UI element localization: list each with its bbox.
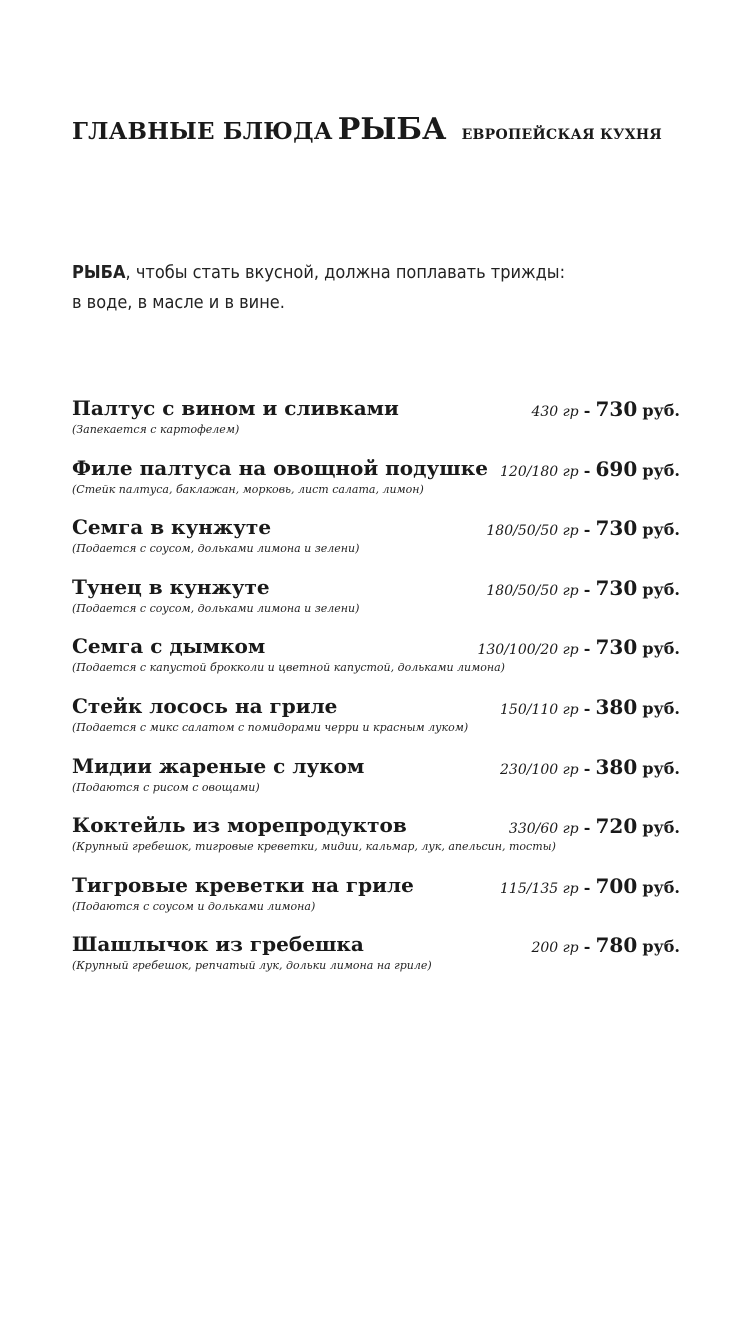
- menu-item-name: Тунец в кунжуте: [72, 574, 270, 599]
- menu-item-name: Семга с дымком: [72, 634, 266, 659]
- intro-line-2: в воде, в масле и в вине.: [72, 292, 285, 313]
- menu-item-price-line: [500, 874, 680, 898]
- price-separator: -: [583, 877, 591, 897]
- menu-item: [72, 752, 680, 812]
- menu-item-price: 730: [595, 635, 638, 660]
- menu-item-name: Палтус с вином и сливками: [72, 396, 399, 420]
- menu-item-description: (Подается с соусом, дольками лимона и зелени): [72, 542, 360, 556]
- menu-item: [72, 632, 680, 692]
- menu-item-currency: руб.: [642, 937, 680, 957]
- price-separator: -: [583, 460, 591, 480]
- intro-line-1-rest: , чтобы стать вкусной, должна поплавать трижды:: [125, 262, 566, 283]
- menu-item-price-line: [477, 635, 680, 659]
- menu-item-weight: 150/110 гр: [500, 701, 579, 718]
- menu-item-weight: 330/60 гр: [508, 821, 579, 838]
- menu-item-price-line: [500, 457, 680, 481]
- menu-item-description: (Крупный гребешок, тигровые креветки, мидии, кальмар, лук, апельсин, тосты): [72, 840, 556, 854]
- menu-item: [72, 394, 680, 454]
- price-separator: -: [583, 639, 591, 659]
- menu-item-price: 730: [595, 516, 638, 541]
- menu-item: [72, 871, 680, 931]
- menu-item: [72, 573, 680, 633]
- menu-item: [72, 454, 680, 514]
- menu-item-weight: 230/100 гр: [500, 761, 579, 778]
- menu-item-price: 380: [595, 754, 638, 779]
- menu-item: [72, 513, 680, 573]
- title-main-dishes: ГЛАВНЫЕ БЛЮДА: [72, 118, 333, 145]
- menu-item-name: Тигровые креветки на гриле: [72, 872, 414, 897]
- menu-item-weight: 130/100/20 гр: [477, 642, 579, 659]
- page-title: [72, 112, 662, 147]
- price-separator: -: [583, 520, 591, 540]
- menu-item-currency: руб.: [642, 520, 680, 540]
- menu-item-description: (Крупный гребешок, репчатый лук, дольки лимона на гриле): [72, 959, 432, 973]
- menu-item-currency: руб.: [642, 698, 680, 718]
- menu-item-description: (Запекается с картофелем): [72, 423, 240, 436]
- menu-item-currency: руб.: [642, 639, 680, 659]
- menu-item-name: Шашлычок из гребешка: [72, 932, 364, 957]
- intro-line-1: [72, 258, 565, 288]
- menu-item-price: 700: [595, 873, 638, 898]
- menu-item-description: (Подается с капустой брокколи и цветной капустой, дольками лимона): [72, 661, 505, 675]
- menu-item-weight: 200 гр: [531, 940, 579, 957]
- menu-item-price: 380: [595, 694, 638, 719]
- title-fish: РЫБА: [337, 112, 447, 147]
- menu-item-price: 730: [595, 575, 638, 600]
- menu-item-price-line: [531, 397, 680, 421]
- menu-item-price-line: [531, 933, 680, 957]
- menu-item-currency: руб.: [642, 460, 680, 480]
- menu-item-description: (Подаются с соусом и дольками лимона): [72, 899, 316, 913]
- menu-item-weight: 180/50/50 гр: [486, 523, 579, 540]
- menu-item-weight: 180/50/50 гр: [486, 582, 579, 599]
- menu-item-price: 720: [595, 814, 638, 839]
- menu-item-currency: руб.: [642, 758, 680, 778]
- menu-item: [72, 811, 680, 871]
- menu-item-currency: руб.: [642, 877, 680, 897]
- price-separator: -: [583, 579, 591, 599]
- intro-quote: [72, 258, 565, 318]
- menu-item-name: Коктейль из морепродуктов: [72, 813, 407, 838]
- menu-item-name: Семга в кунжуте: [72, 515, 272, 540]
- menu-item-weight: 430 гр: [531, 404, 579, 420]
- menu-item-name: Филе палтуса на овощной подушке: [72, 455, 488, 480]
- menu-item-price: 730: [595, 397, 638, 421]
- menu-item-description: (Подаются с рисом с овощами): [72, 780, 260, 794]
- price-separator: -: [583, 758, 591, 778]
- intro-bold-word: РЫБА: [72, 262, 126, 283]
- menu-item-description: (Подается с соусом, дольками лимона и зелени): [72, 601, 360, 615]
- menu-item-weight: 115/135 гр: [500, 880, 579, 897]
- menu-item-name: Мидии жареные с луком: [72, 753, 365, 778]
- menu-item-price-line: [500, 755, 680, 779]
- menu-item-price-line: [509, 814, 680, 838]
- menu-list: [72, 394, 680, 990]
- menu-item-currency: руб.: [642, 579, 680, 599]
- menu-item-name: Стейк лосось на гриле: [72, 693, 338, 718]
- menu-item-description: (Стейк палтуса, баклажан, морковь, лист салата, лимон): [72, 482, 424, 496]
- price-separator: -: [583, 401, 591, 420]
- menu-item-description: (Подается с микс салатом с помидорами черри и красным луком): [72, 720, 469, 734]
- menu-item: [72, 930, 680, 990]
- menu-item-currency: руб.: [642, 818, 680, 838]
- menu-item-currency: руб.: [642, 401, 680, 420]
- menu-item-price-line: [486, 576, 680, 600]
- price-separator: -: [583, 698, 591, 718]
- menu-item-price-line: [486, 516, 680, 540]
- price-separator: -: [583, 937, 591, 957]
- menu-item-weight: 120/180 гр: [500, 463, 579, 480]
- menu-item-price: 690: [595, 456, 638, 481]
- menu-item-price: 780: [595, 933, 638, 958]
- title-cuisine: ЕВРОПЕЙСКАЯ КУХНЯ: [461, 127, 663, 143]
- price-separator: -: [583, 818, 591, 838]
- menu-item: [72, 692, 680, 752]
- menu-item-price-line: [500, 695, 680, 719]
